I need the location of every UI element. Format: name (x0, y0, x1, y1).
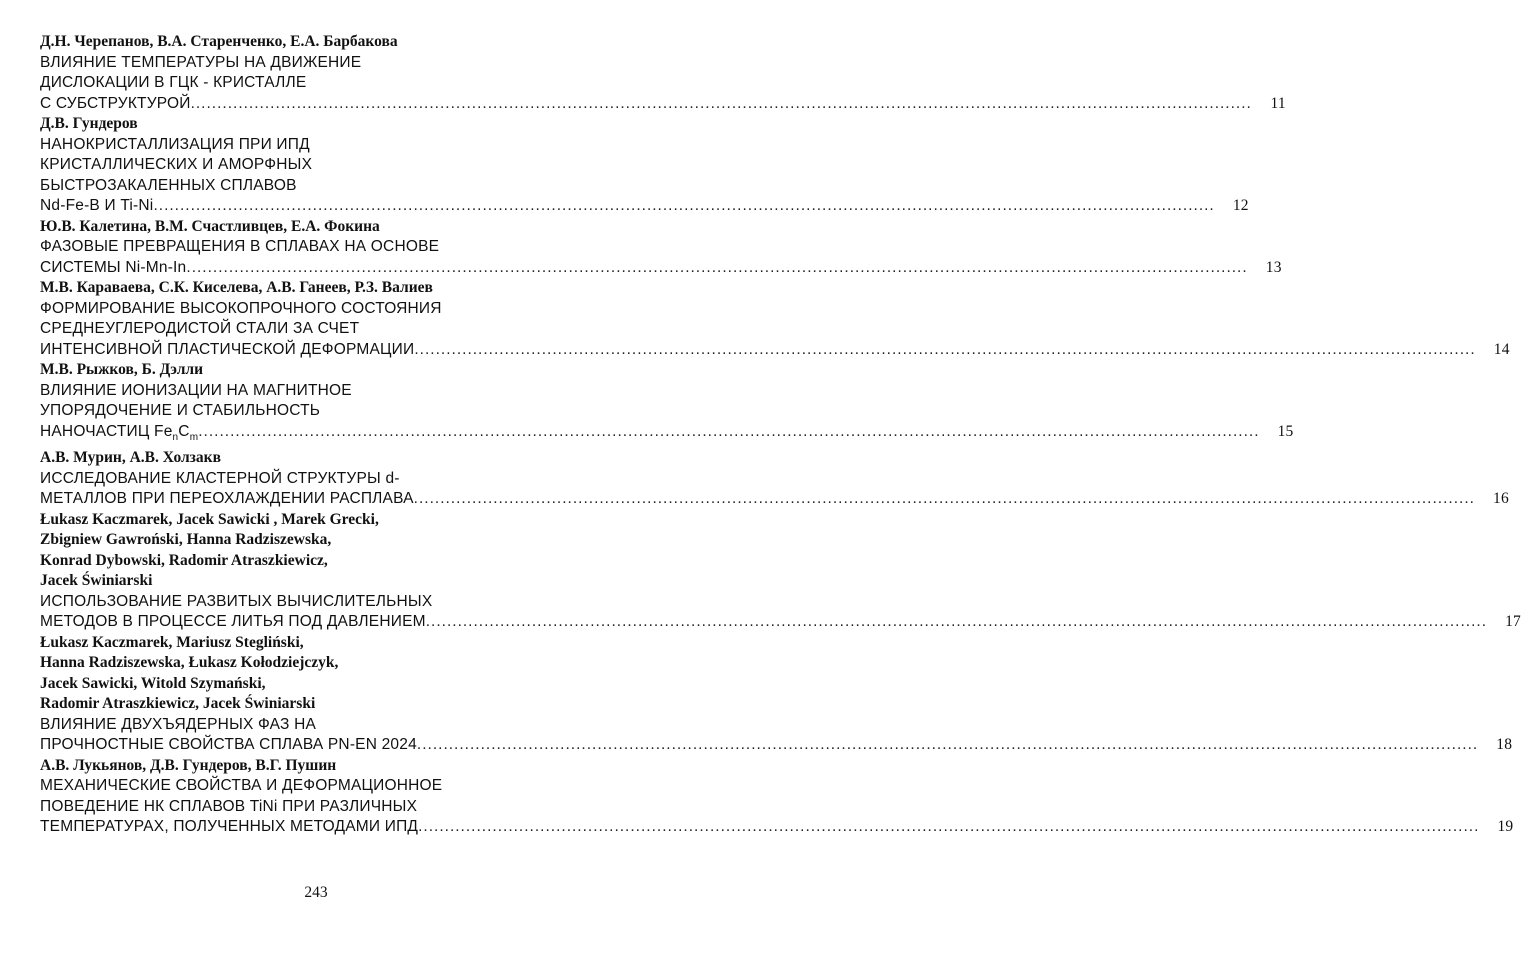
entry-authors: Konrad Dybowski, Radomir Atraszkiewicz, (40, 551, 328, 569)
entry-title-line: МЕТАЛЛОВ ПРИ ПЕРЕОХЛАЖДЕНИИ РАСПЛАВА (40, 490, 414, 508)
toc-entry (40, 448, 1509, 510)
entry-page-number: 13 (1265, 258, 1282, 276)
entry-title-line: СРЕДНЕУГЛЕРОДИСТОЙ СТАЛИ ЗА СЧЕТ (40, 320, 360, 337)
entry-title-line: ДИСЛОКАЦИИ В ГЦК - КРИСТАЛЛЕ (40, 74, 307, 91)
entry-authors: Łukasz Kaczmarek, Mariusz Stegliński, (40, 633, 304, 651)
dot-leader: ........................................................................................................................................................................................................ (414, 340, 1476, 358)
entry-authors: Ю.В. Калетина, В.М. Счастливцев, Е.А. Фокина (40, 217, 380, 235)
entry-title-line: НАНОЧАСТИЦ $Fe_nC_m$ (40, 422, 199, 443)
entry-title-line: Nd-Fe-B И Ti-Ni (40, 197, 154, 214)
entry-authors: Hanna Radziszewska, Łukasz Kołodziejczyk, (40, 654, 339, 672)
entry-page-number: 17 (1505, 613, 1521, 631)
entry-title-last-line (40, 258, 1282, 279)
entry-title-line: КРИСТАЛЛИЧЕСКИХ И АМОРФНЫХ (40, 156, 313, 173)
table-of-contents (40, 32, 1521, 838)
entry-title-line: ФАЗОВЫЕ ПРЕВРАЩЕНИЯ В СПЛАВАХ НА ОСНОВЕ (40, 238, 440, 255)
entry-page-number: 11 (1270, 94, 1286, 112)
entry-authors: Jacek Sawicki, Witold Szymański, (40, 674, 266, 692)
entry-authors: Łukasz Kaczmarek, Jacek Sawicki , Marek Grecki, (40, 510, 379, 528)
entry-authors: М.В. Рыжков, Б. Дэлли (40, 361, 204, 378)
toc-entry (40, 756, 1514, 838)
entry-title-line: С СУБСТРУКТУРОЙ (40, 94, 191, 112)
dot-leader: ........................................................................................................................................................................................................ (186, 258, 1248, 276)
entry-authors: Radomir Atraszkiewicz, Jacek Świniarski (40, 695, 316, 713)
entry-authors: Jacek Świniarski (40, 572, 153, 590)
entry-title-line: БЫСТРОЗАКАЛЕННЫХ СПЛАВОВ (40, 176, 297, 194)
entry-title-line: УПОРЯДОЧЕНИЕ И СТАБИЛЬНОСТЬ (40, 402, 321, 419)
entry-title-line: ИНТЕНСИВНОЙ ПЛАСТИЧЕСКОЙ ДЕФОРМАЦИИ (40, 340, 415, 358)
entry-title-last-line (40, 612, 1521, 633)
entry-page-number: 12 (1232, 197, 1249, 214)
entry-title-line: ВЛИЯНИЕ ДВУХЪЯДЕРНЫХ ФАЗ НА (40, 715, 317, 733)
entry-title-last-line (40, 489, 1509, 510)
dot-leader: ........................................................................................................................................................................................................ (413, 490, 1475, 508)
entry-title-line: СИСТЕМЫ Ni-Mn-In (40, 258, 187, 276)
entry-title-line: ПОВЕДЕНИЕ НК СПЛАВОВ TiNi ПРИ РАЗЛИЧНЫХ (40, 797, 418, 815)
entry-title-line: ТЕМПЕРАТУРАХ, ПОЛУЧЕННЫХ МЕТОДАМИ ИПД (40, 818, 419, 836)
entry-page-number: 16 (1493, 490, 1509, 508)
dot-leader: ........................................................................................................................................................................................................ (153, 197, 1215, 214)
entry-title-last-line (40, 340, 1510, 361)
page-number: 243 (304, 884, 328, 901)
entry-title-last-line (40, 94, 1286, 115)
entry-authors: Zbigniew Gawroński, Hanna Radziszewska, (40, 531, 332, 549)
entry-title-last-line (40, 817, 1514, 838)
entry-title-line: ФОРМИРОВАНИЕ ВЫСОКОПРОЧНОГО СОСТОЯНИЯ (40, 299, 442, 317)
entry-authors: Д.Н. Черепанов, В.А. Старенченко, Е.А. Барбакова (40, 33, 398, 50)
entry-page-number: 14 (1493, 340, 1510, 358)
entry-title-line: ИСПОЛЬЗОВАНИЕ РАЗВИТЫХ ВЫЧИСЛИТЕЛЬНЫХ (40, 592, 433, 610)
entry-page-number: 18 (1496, 736, 1513, 754)
entry-authors: А.В. Мурин, А.В. Холзакв (40, 449, 221, 467)
entry-page-number: 15 (1277, 422, 1294, 440)
entry-title-line: ПРОЧНОСТНЫЕ СВОЙСТВА СПЛАВА PN-EN 2024 (40, 736, 417, 754)
toc-entry (40, 360, 1294, 448)
dot-leader: ........................................................................................................................................................................................................ (198, 422, 1260, 440)
dot-leader: ........................................................................................................................................................................................................ (418, 818, 1480, 836)
dot-leader: ........................................................................................................................................................................................................ (190, 94, 1252, 112)
toc-entry (40, 32, 1286, 114)
entry-title-line: ВЛИЯНИЕ ИОНИЗАЦИИ НА МАГНИТНОЕ (40, 381, 352, 399)
entry-title-line: МЕХАНИЧЕСКИЕ СВОЙСТВА И ДЕФОРМАЦИОННОЕ (40, 777, 443, 795)
entry-title-last-line (40, 196, 1249, 217)
entry-title-line: НАНОКРИСТАЛЛИЗАЦИЯ ПРИ ИПД (40, 135, 310, 153)
entry-authors: Д.В. Гундеров (40, 115, 138, 132)
dot-leader: ........................................................................................................................................................................................................ (416, 736, 1479, 754)
entry-title-line: ВЛИЯНИЕ ТЕМПЕРАТУРЫ НА ДВИЖЕНИЕ (40, 53, 362, 71)
toc-entry (40, 217, 1282, 279)
entry-title-line: ИССЛЕДОВАНИЕ КЛАСТЕРНОЙ СТРУКТУРЫ d- (40, 469, 400, 487)
toc-entry (40, 278, 1510, 360)
dot-leader: ........................................................................................................................................................................................................ (425, 613, 1488, 631)
entry-title-last-line (40, 735, 1513, 756)
entry-authors: М.В. Караваева, С.К. Киселева, А.В. Ганеев, Р.З. Валиев (40, 279, 433, 296)
entry-page-number: 19 (1497, 818, 1514, 836)
entry-title-line: МЕТОДОВ В ПРОЦЕССЕ ЛИТЬЯ ПОД ДАВЛЕНИЕМ (40, 613, 426, 631)
toc-entry (40, 633, 1513, 756)
entry-title-last-line (40, 422, 1294, 449)
toc-entry (40, 510, 1521, 633)
entry-authors: А.В. Лукьянов, Д.В. Гундеров, В.Г. Пушин (40, 756, 337, 774)
toc-entry (40, 114, 1249, 217)
